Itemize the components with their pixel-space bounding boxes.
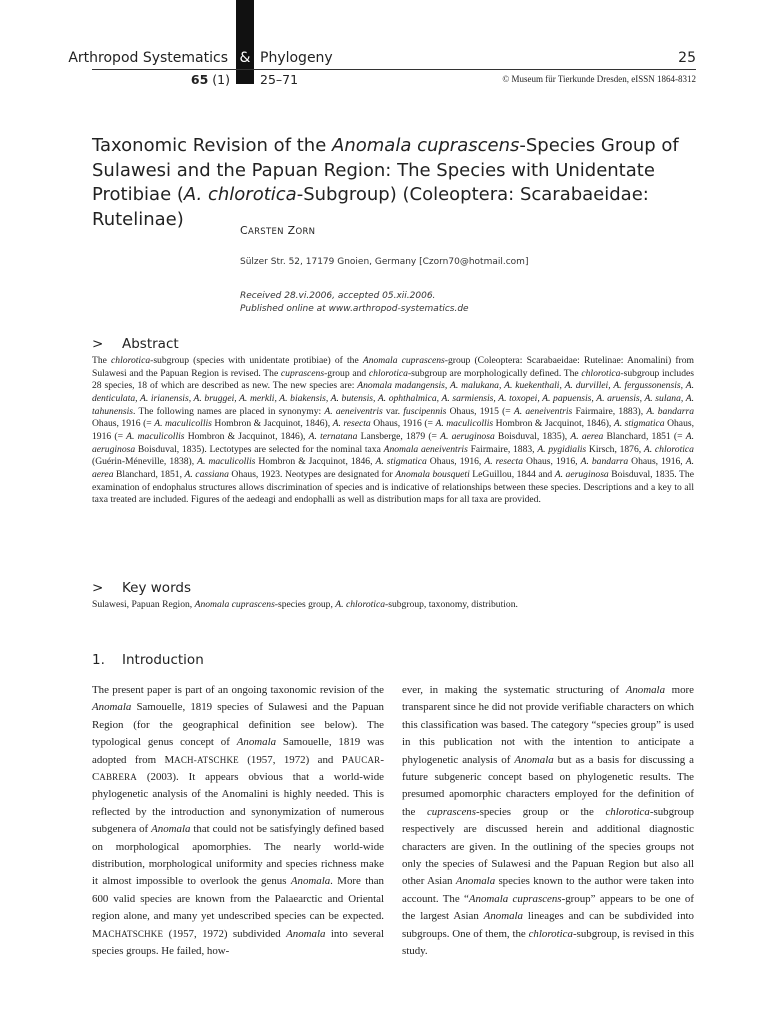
title-taxon: A. chlorotica: [183, 184, 297, 205]
author-name: [240, 224, 315, 237]
heading-marker: >: [92, 336, 104, 352]
section-number: 1.: [92, 652, 105, 668]
volume-issue: [191, 70, 230, 90]
page-number: 25: [678, 50, 696, 66]
received-date: Received 28.vi.2006, accepted 05.xii.2006.: [240, 291, 436, 301]
journal-title-left: Arthropod Systematics: [68, 50, 228, 66]
heading-label: Introduction: [122, 652, 204, 668]
keywords-text: Sulawesi, Papuan Region, Anomala cuprascens-species group, A. chlorotica-subgroup, taxonomy, distribution.: [92, 599, 518, 610]
title-part: Taxonomic Revision of the: [92, 135, 333, 156]
title-part: -Species Group of Sulawesi and the Papuan Region: The Species with Unidentate Protibiae (: [92, 135, 679, 205]
volume: 65: [190, 72, 209, 87]
heading-label: Key words: [122, 580, 191, 596]
introduction-column-right: ever, in making the systematic structuring of Anomala more transparent since he did not provide verifiable characters on which this classification was based. The category “species group” is used in this publication not with the intention to anticipate a phylogenetic analysis of Anomala but as a basis for discussing a future subgeneric concept based on phylogenetic results. The presumed apomorphic characters employed for the definition of the cuprascens-species group or the chlorotica-subgroup respectively are discussed herein and additional diagnostic characters are given. In the outlining of the species groups not only the species of Sulawesi and the Papuan Region but also all other Asian Anomala species known to the author were taken into account. The “Anomala cuprascens-group” appears to be one of the largest Asian Anomala lineages and can be subdivided into subgroups. One of them, the chlorotica-subgroup, is revised in this study.: [402, 684, 695, 958]
title-taxon: Anomala cuprascens: [332, 135, 520, 156]
header-black-bar: [236, 0, 254, 84]
introduction-column-left: The present paper is part of an ongoing taxonomic revision of the Anomala Samouelle, 1819 species of Sulawesi and the Papuan Region (for the geographical definition see below). The typological genus concept of Anomala Samouelle, 1819 was adopted from MACH-ATSCHKE (1957, 1972) and PAUCAR-CABRERA (2003). It appears obvious that a world-wide phylogenetic analysis of the Anomalini is highly needed. This is reflected by the introduction and synonymization of numerous subgenera of Anomala that could not be satisfyingly defined based on morphological apomorphies. The nearly world-wide distribution, morphological uniformity and species richness make it almost impossible to overlook the genus Anomala. More than 600 valid species are known from the Palaearctic and Oriental region alone, and many yet undescribed species can be expected. MACHATSCHKE (1957, 1972) subdivided Anomala into several species groups. He failed, how-: [92, 684, 384, 958]
title-part: -Subgroup) (Coleoptera: Scarabaeidae: Rutelinae): [92, 184, 649, 230]
keywords-heading: [92, 580, 191, 596]
heading-marker: >: [92, 580, 104, 596]
article-dates: [240, 290, 469, 316]
journal-title-right: Phylogeny: [260, 50, 333, 66]
journal-ampersand: &: [239, 50, 251, 66]
abstract-heading: [92, 336, 179, 352]
heading-label: Abstract: [122, 336, 179, 352]
introduction-heading: [92, 652, 204, 668]
author-initial: C: [240, 224, 248, 237]
page-range: 25–71: [260, 72, 299, 87]
header-rule: [92, 69, 696, 70]
author-initial: Z: [287, 224, 296, 237]
author-first-rest: ARSTEN: [247, 227, 284, 237]
issue: (1): [212, 72, 230, 87]
author-address: Sülzer Str. 52, 17179 Gnoien, Germany [Czorn70@hotmail.com]: [240, 257, 529, 267]
article-title: [92, 134, 712, 232]
abstract-text: The chlorotica-subgroup (species with unidentate protibiae) of the Anomala cuprascens-group (Coleoptera: Scarabaeidae: Rutelinae: Anomalini) from Sulawesi and the Papuan Region is revised. The cuprascens-group and chlorotica-subgroup are morphologically defined. The chlorotica-subgroup includes 28 species, 18 of which are described as new. The new species are: Anomala madangensis, A. malukana, A. kuekenthali, A. durvillei, A. fergussonensis, A. denticulata, A. irianensis, A. bruggei, A. merkli, A. biakensis, A. butensis, A. ophthalmica, A. sarmiensis, A. toxopei, A. papuensis, A. aruensis, A. sulana, A. tahunensis. The following names are placed in synonymy: A. aeneiventris var. fuscipennis Ohaus, 1915 (= A. aeneiventris Fairmaire, 1883), A. bandarra Ohaus, 1916 (= A. maculicollis Hombron & Jacquinot, 1846), A. resecta Ohaus, 1916 (= A. maculicollis Hombron & Jacquinot, 1846), A. stigmatica Ohaus, 1916 (= A. maculicollis Hombron & Jacquinot, 1846), A. ternatana Lansberge, 1879 (= A. aeruginosa Boisduval, 1835), A. aerea Blanchard, 1851 (= A. aeruginosa Boisduval, 1835). Lectotypes are selected for the nominal taxa Anomala aeneiventris Fairmaire, 1883, A. pygidialis Kirsch, 1876, A. chlorotica (Guérin-Méneville, 1838), A. maculicollis Hombron & Jacquinot, 1846, A. stigmatica Ohaus, 1916, A. resecta Ohaus, 1916, A. bandarra Ohaus, 1916, A. aerea Blanchard, 1851, A. cassiana Ohaus, 1923. Neotypes are designated for Anomala bousqueti LeGuillou, 1844 and A. aeruginosa Boisduval, 1835. The examination of endophalus structures allows discrimination of species and is indicative of relationships between these species. Descriptions and a key to all taxa treated are included. Figures of the aedeagi and endophalli as well as distribution maps for all taxa are provided.: [92, 355, 695, 506]
author-last-rest: ORN: [295, 227, 316, 237]
published-online: Published online at www.arthropod-systematics.de: [240, 304, 469, 314]
copyright-notice: © Museum für Tierkunde Dresden, eISSN 1864-8312: [502, 74, 696, 84]
